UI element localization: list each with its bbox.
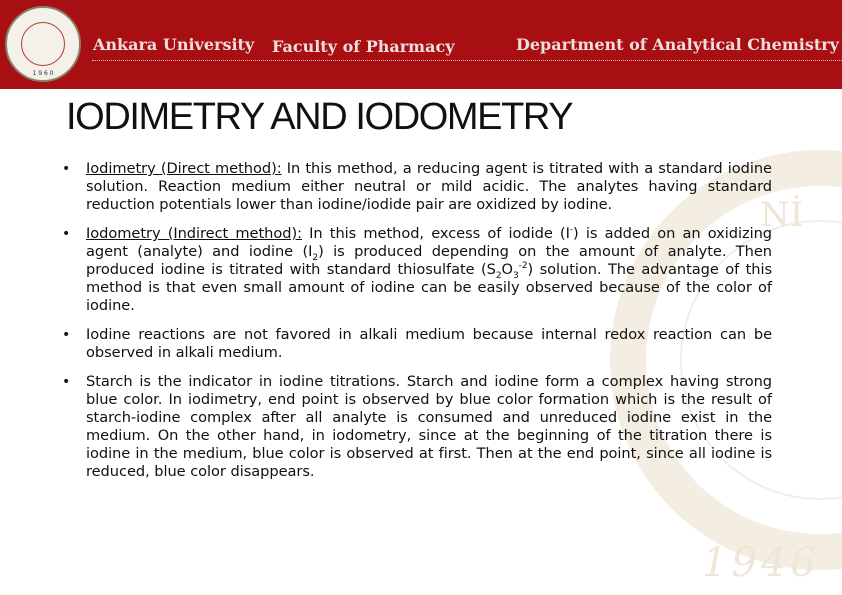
bullet-text: In this method, a reducing agent is titrated with a standard iodine solution. Reaction medium either neutral or mild acidic. The analytes having standard reduction potentials lower than iodine/iodide pair are oxidized by iodine. — [86, 160, 772, 213]
seal-year: 1 9 6 0 — [32, 70, 54, 77]
header-bar — [0, 0, 842, 89]
bullet-text: Iodine reactions are not favored in alkali medium because internal redox reaction can be observed in alkali medium. — [86, 326, 772, 361]
header-divider — [92, 60, 842, 61]
watermark-letters: Nİ — [760, 195, 804, 235]
sulfur-subscript: 2 — [495, 270, 502, 281]
bullet-list — [62, 160, 772, 492]
bullet-lead: Iodometry (Indirect method): — [86, 225, 302, 242]
bullet-iodimetry — [62, 160, 772, 214]
header-department: Department of Analytical Chemistry — [516, 35, 839, 54]
oxygen-subscript: 3 — [512, 270, 519, 281]
bullet-lead: Iodimetry (Direct method): — [86, 160, 282, 177]
bullet-iodometry — [62, 225, 772, 315]
bullet-icon: • — [62, 226, 71, 242]
bullet-icon: • — [62, 327, 71, 343]
seal-emblem-icon — [21, 22, 65, 66]
bullet-text: Starch is the indicator in iodine titrations. Starch and iodine form a complex having strong blue color. In iodimetry, end point is observed by blue color formation which is the result of starch-iodine complex after all analyte is consumed and unreduced iodine exist in the medium. On the other hand, in iodometry, since at the beginning of the titration there is iodine in the medium, blue color is observed at first. Then at the end point, since all iodine is reduced, blue color disappears. — [86, 373, 772, 480]
watermark-year: 1946 — [702, 540, 820, 586]
bullet-text: ) is added on an oxidizing agent (analyte) and iodine (I — [86, 225, 772, 260]
header-faculty: Faculty of Pharmacy — [272, 37, 455, 56]
thiosulfate-charge: -2 — [518, 261, 528, 272]
bullet-text: O — [501, 261, 513, 278]
iodide-charge: - — [569, 225, 574, 236]
bullet-alkali — [62, 326, 772, 362]
university-seal-logo — [5, 6, 81, 82]
bullet-icon: • — [62, 161, 71, 177]
bullet-text: ) is produced depending on the amount of analyte. Then produced iodine is titrated with standard thiosulfate (S — [86, 243, 772, 278]
slide-title: IODIMETRY AND IODOMETRY — [66, 96, 573, 138]
header-university: Ankara University — [93, 35, 255, 54]
bullet-text: In this method, excess of iodide (I — [301, 225, 570, 242]
iodine-subscript: 2 — [312, 252, 319, 263]
bullet-starch — [62, 373, 772, 481]
bullet-icon: • — [62, 374, 71, 390]
bullet-text: ) solution. The advantage of this method is that even small amount of iodine can be easily observed because of the color of iodine. — [86, 261, 772, 314]
